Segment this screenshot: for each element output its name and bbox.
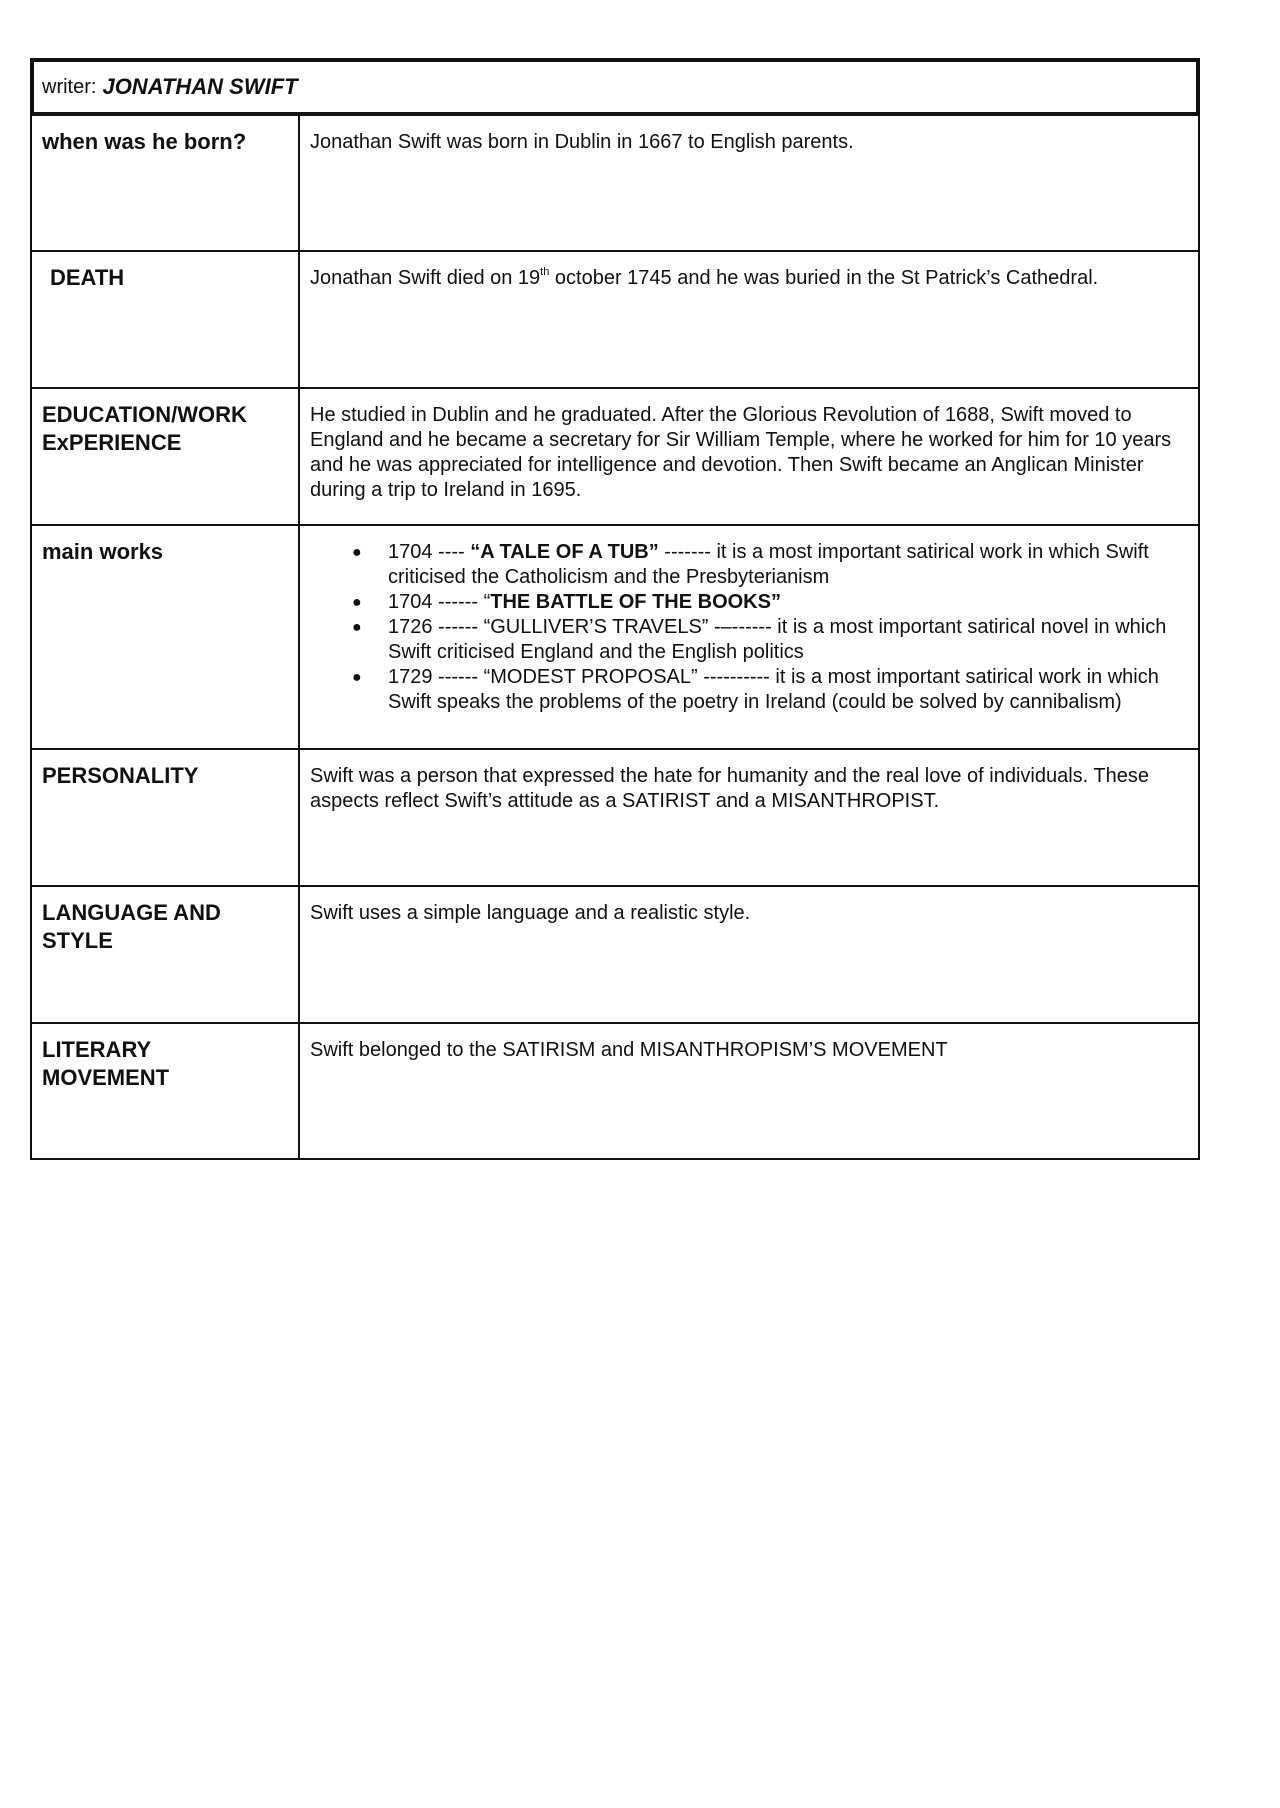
born-key-cell [31, 115, 299, 251]
writer-sheet [30, 58, 1200, 1160]
education-text: He studied in Dublin and he graduated. After the Glorious Revolution of 1688, Swift moved to England and he became a secretary for Sir William Temple, where he worked for him for 10 years and he was appreciated for intelligence and devotion. Then Swift became an Anglican Minister during a trip to Ireland in 1695. [310, 404, 1172, 501]
language-text: Swift uses a simple language and a realistic style. [310, 902, 751, 924]
literary-text: Swift belonged to the SATIRISM and MISANTHROPISM’S MOVEMENT [310, 1039, 948, 1061]
works-list-wrap [300, 526, 1198, 715]
death-value-cell [299, 251, 1199, 388]
work-prefix: 1726 ------ “GULLIVER’S TRAVELS” -–------ it is a most important satirical novel in which Swift criticised England and the English politics [388, 616, 1167, 663]
table-row [31, 1023, 1199, 1159]
death-key: DEATH [50, 265, 125, 290]
language-key-cell [31, 886, 299, 1023]
table-row [31, 749, 1199, 886]
language-value-cell [299, 886, 1199, 1023]
personality-key: PERSONALITY [42, 763, 199, 788]
language-key [32, 887, 298, 955]
death-text-start: Jonathan Swift died on 19 [310, 267, 541, 289]
literary-key [32, 1024, 298, 1092]
born-value-cell [299, 115, 1199, 251]
writer-label: writer: [42, 75, 97, 98]
list-item [352, 540, 1188, 590]
work-suffix: ------- it is a most important satirical work in which Swift criticised the Catholicism and the Presbyterianism [388, 541, 1149, 588]
personality-value-cell [299, 749, 1199, 886]
table-row [31, 886, 1199, 1023]
works-key: main works [42, 539, 164, 564]
list-item [352, 615, 1188, 665]
work-prefix: 1704 ---- [388, 541, 471, 563]
education-key [32, 389, 298, 457]
education-value-cell [299, 388, 1199, 525]
writer-header [30, 58, 1200, 116]
death-text-end: october 1745 and he was buried in the St Patrick’s Cathedral. [549, 267, 1099, 289]
table-row [31, 388, 1199, 525]
table-row [31, 115, 1199, 251]
education-key-line2: ExPERIENCE [42, 430, 182, 455]
bullet-icon: ● [352, 594, 362, 611]
literary-key-line1: LITERARY [42, 1037, 152, 1062]
personality-key-cell [31, 749, 299, 886]
literary-key-cell [31, 1023, 299, 1159]
death-text-ordinal: th [540, 266, 550, 278]
work-prefix: 1704 ------ “ [388, 591, 491, 613]
work-prefix: 1729 ------ “MODEST PROPOSAL” ---------- it is a most important satirical work in which Swift speaks the problems of the poetry in Ireland (could be solved by cannibalism) [388, 666, 1159, 713]
list-item [352, 665, 1188, 715]
born-key: when was he born? [42, 129, 247, 154]
language-key-line1: LANGUAGE AND [42, 900, 221, 925]
born-text: Jonathan Swift was born in Dublin in 1667 to English parents. [310, 131, 854, 153]
bullet-icon: ● [352, 669, 362, 686]
death-key-cell [31, 251, 299, 388]
bullet-icon: ● [352, 619, 362, 636]
education-key-cell [31, 388, 299, 525]
personality-text: Swift was a person that expressed the hate for humanity and the real love of individuals. These aspects reflect Swift’s attitude as a SATIRIST and a MISANTHROPIST. [310, 765, 1150, 812]
literary-key-line2: MOVEMENT [42, 1065, 170, 1090]
table-row [31, 251, 1199, 388]
literary-value-cell [299, 1023, 1199, 1159]
language-key-line2: STYLE [42, 928, 113, 953]
work-title: THE BATTLE OF THE BOOKS” [490, 591, 781, 613]
works-key-cell [31, 525, 299, 749]
works-list [310, 540, 1188, 715]
works-value-cell [299, 525, 1199, 749]
table-row [31, 525, 1199, 749]
info-table [30, 114, 1200, 1160]
education-key-line1: EDUCATION/WORK [42, 402, 247, 427]
bullet-icon: ● [352, 544, 362, 561]
death-text [300, 252, 1198, 291]
list-item [352, 590, 1188, 615]
writer-name: JONATHAN SWIFT [102, 74, 298, 99]
work-title: “A TALE OF A TUB” [470, 541, 659, 563]
